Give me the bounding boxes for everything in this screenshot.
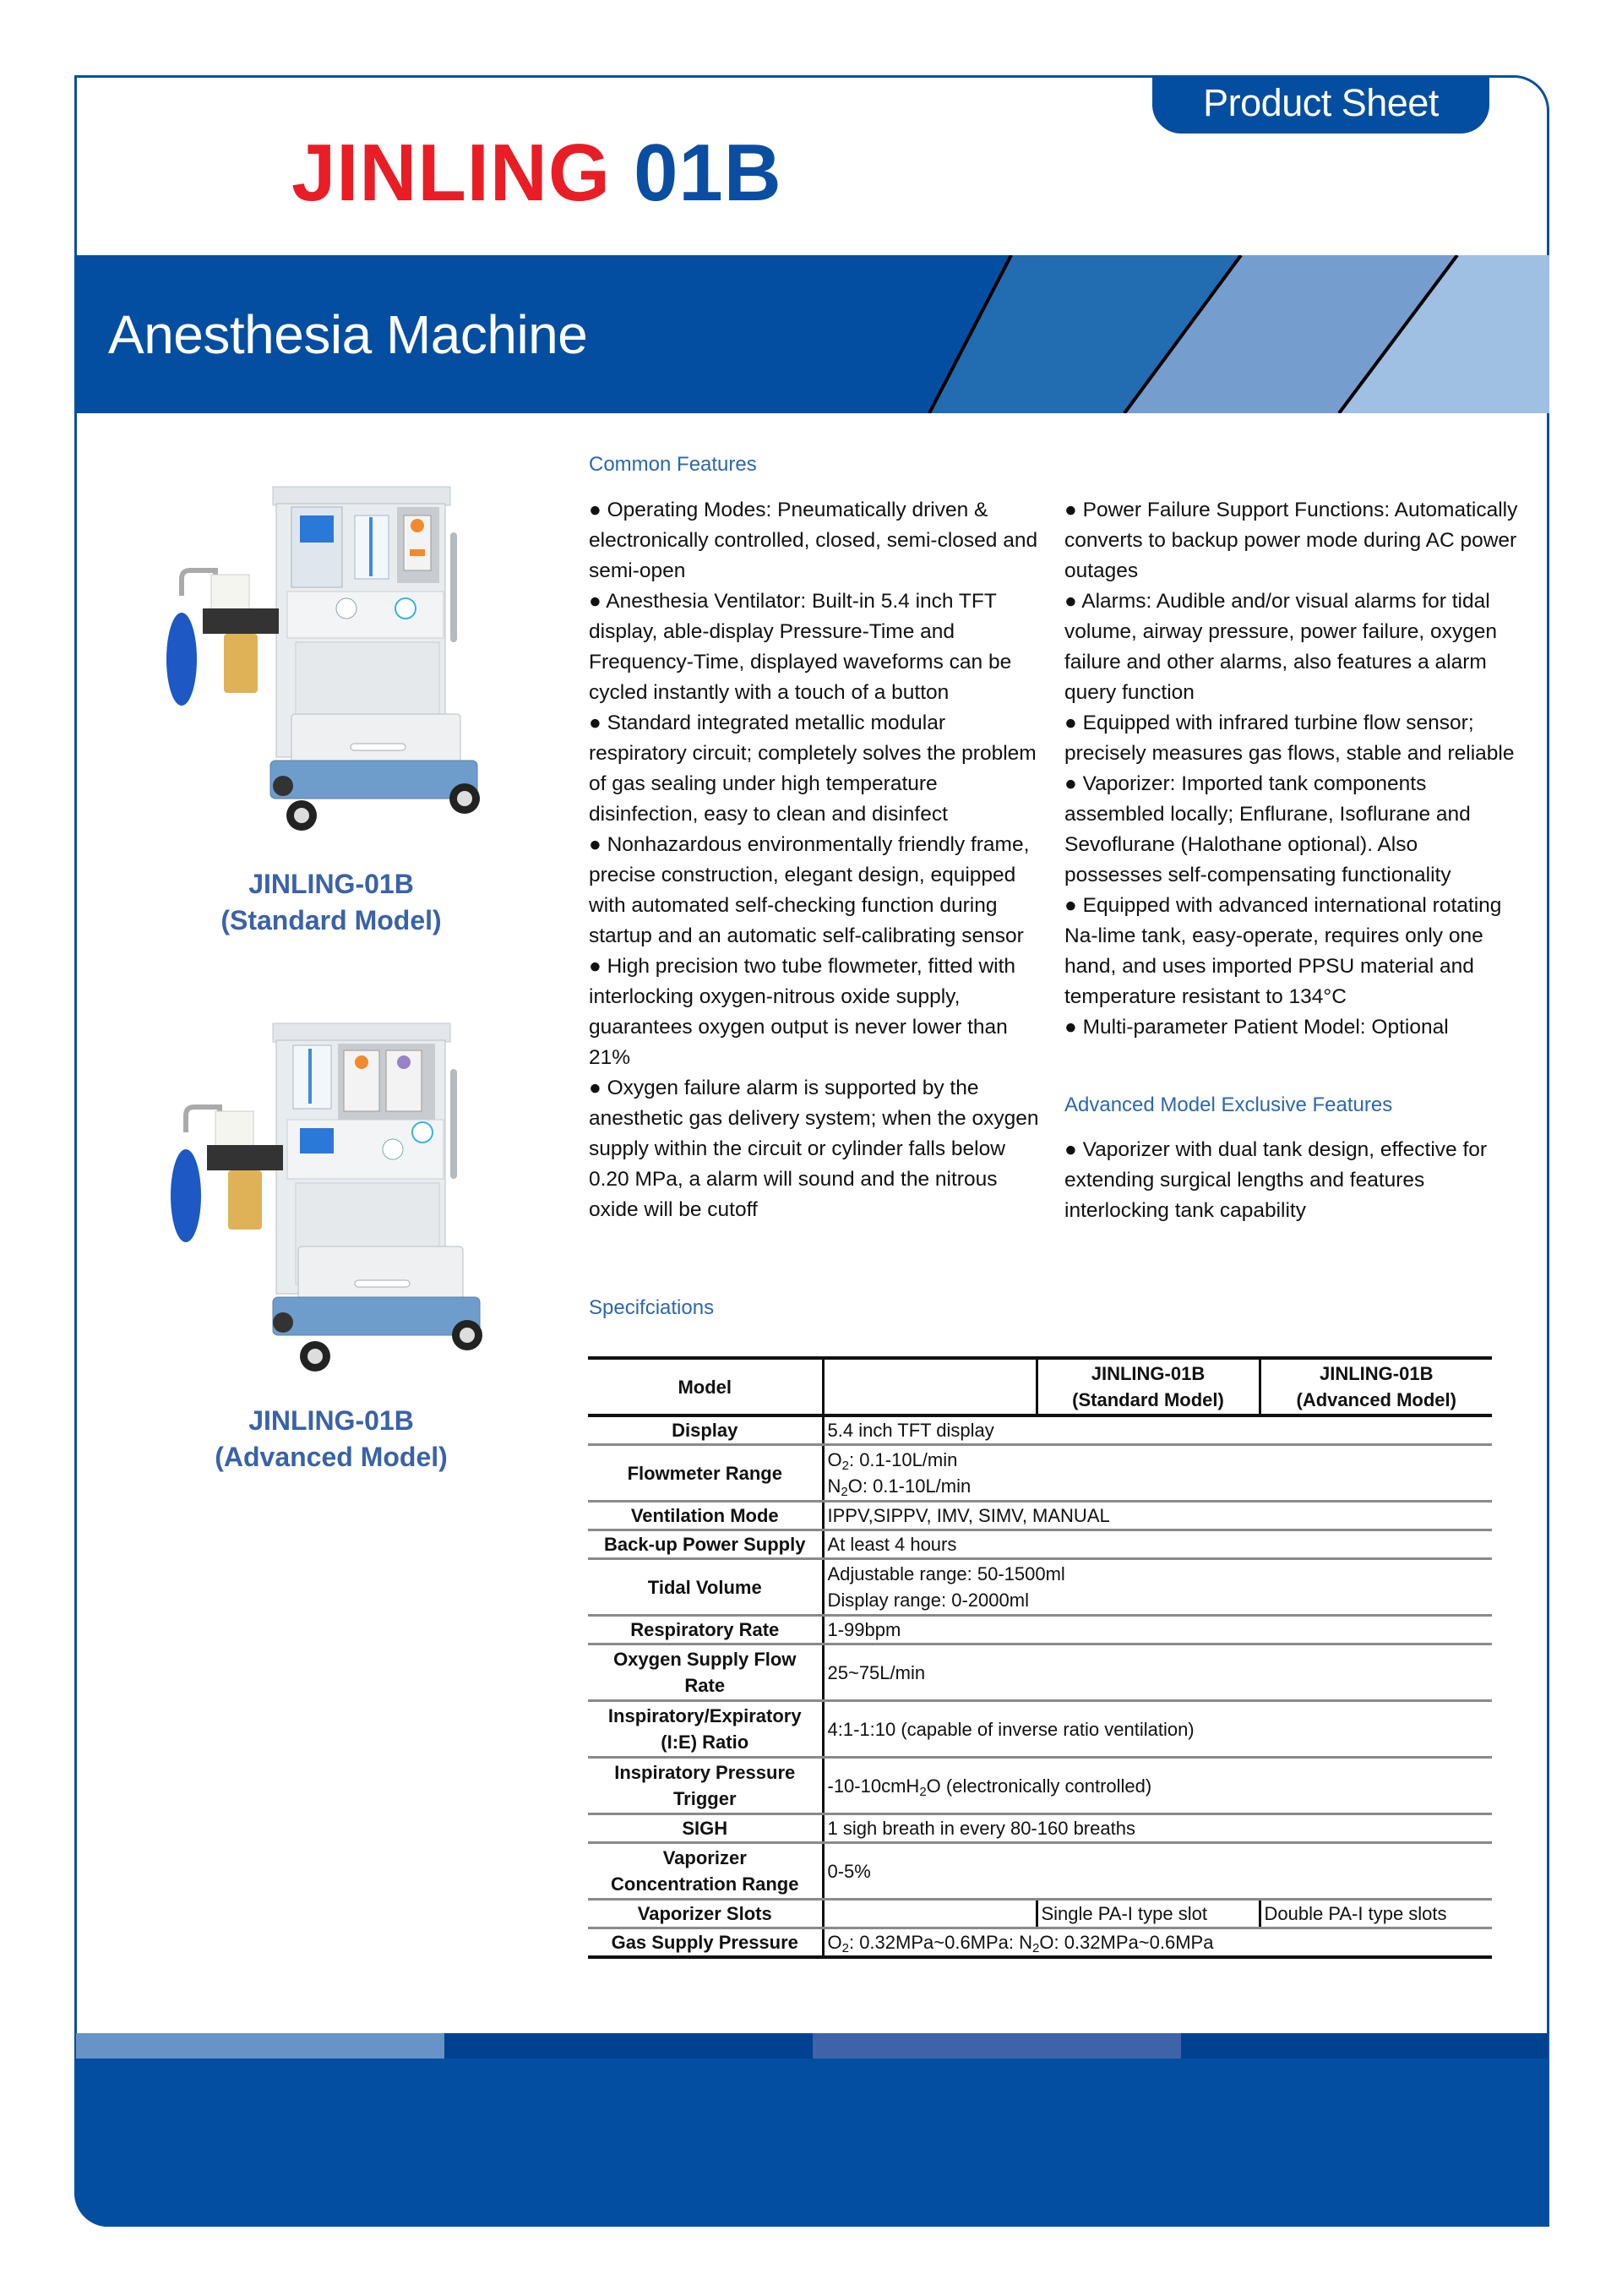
brand-model: 01B bbox=[634, 128, 782, 218]
header-band bbox=[74, 255, 1549, 413]
table-header-row bbox=[588, 1358, 1492, 1415]
specifications-table bbox=[588, 1356, 1492, 1959]
table-row: Inspiratory/Expiratory (I:E) Ratio 4:1-1:10 (capable of inverse ratio ventilation) bbox=[588, 1701, 1492, 1758]
header-blank-cell bbox=[823, 1358, 1037, 1415]
feature-item: ● Standard integrated metallic modular respiratory circuit; completely solves the problem of gas sealing under high temperature disinfection, easy to clean and disinfect bbox=[589, 712, 1037, 826]
table-row: Tidal Volume Adjustable range: 50-1500ml Display range: 0-2000ml bbox=[588, 1559, 1492, 1616]
table-row: Inspiratory Pressure Trigger -10-10cmH$_2$O (electronically controlled) bbox=[588, 1758, 1492, 1814]
feature-item: ● High precision two tube flowmeter, fitted with interlocking oxygen-nitrous oxide supply, guarantees oxygen output is never lower than 21% bbox=[589, 955, 1016, 1069]
header-advanced-model: JINLING-01B (Advanced Model) bbox=[1260, 1358, 1492, 1415]
feature-item: ● Anesthesia Ventilator: Built-in 5.4 inch TFT display, able-display Pressure-Time and Frequency-Time, displayed waveforms can be cycled instantly with a touch of a button bbox=[589, 590, 1012, 704]
feature-item: ● Multi-parameter Patient Model: Optional bbox=[1064, 1016, 1449, 1039]
features-right-column bbox=[1064, 495, 1521, 1043]
table-row: Display 5.4 inch TFT display bbox=[588, 1415, 1492, 1445]
feature-item: ● Vaporizer with dual tank design, effective for extending surgical lengths and features interlocking tank capability bbox=[1064, 1138, 1488, 1222]
header-model-label: Model bbox=[588, 1358, 823, 1415]
feature-item: ● Equipped with infrared turbine flow sensor; precisely measures gas flows, stable and reliable bbox=[1064, 712, 1515, 765]
brand-title bbox=[291, 127, 782, 220]
product-caption-standard bbox=[162, 866, 500, 939]
table-row: SIGH 1 sigh breath in every 80-160 breaths bbox=[588, 1814, 1492, 1843]
product-name: JINLING-01B bbox=[248, 869, 414, 899]
table-row: Gas Supply Pressure $O_2$: 0.32MPa~0.6MPa: $N_2O$: 0.32MPa~0.6MPa bbox=[588, 1928, 1492, 1958]
product-sheet-tab: Product Sheet bbox=[1152, 75, 1489, 134]
feature-item: ● Nonhazardous environmentally friendly frame, precise construction, elegant design, equipped with automated self-checking function during startup and an automatic self-calibrating sensor bbox=[589, 833, 1030, 947]
product-image-standard bbox=[148, 473, 520, 862]
brand-name: JINLING bbox=[291, 128, 611, 218]
table-row: Respiratory Rate 1-99bpm bbox=[588, 1616, 1492, 1644]
table-row: Flowmeter Range $O_2$: 0.1-10L/min $N_2O$: 0.1-10L/min bbox=[588, 1445, 1492, 1502]
table-row: Vaporizer Concentration Range 0-5% bbox=[588, 1843, 1492, 1900]
product-name: JINLING-01B bbox=[248, 1405, 414, 1436]
anesthesia-machine-icon bbox=[148, 473, 520, 862]
footer-band bbox=[74, 2059, 1549, 2227]
table-row: Oxygen Supply Flow Rate 25~75L/min bbox=[588, 1644, 1492, 1701]
page-title: Anesthesia Machine bbox=[108, 304, 588, 365]
header-standard-model: JINLING-01B (Standard Model) bbox=[1037, 1358, 1260, 1415]
feature-item: ● Power Failure Support Functions: Automatically converts to backup power mode during AC power outages bbox=[1064, 499, 1518, 582]
anesthesia-machine-icon bbox=[148, 1010, 520, 1399]
footer-stripe-3 bbox=[813, 2033, 1181, 2059]
feature-item: ● Vaporizer: Imported tank components assembled locally; Enflurane, Isoflurane and Sevoflurane (Halothane optional). Also possesses self-compensating functionality bbox=[1064, 772, 1471, 886]
features-left-column bbox=[589, 495, 1045, 1225]
footer-stripe-1 bbox=[76, 2033, 444, 2059]
product-model: (Advanced Model) bbox=[215, 1442, 448, 1472]
table-row: Ventilation Mode IPPV,SIPPV, IMV, SIMV, MANUAL bbox=[588, 1502, 1492, 1530]
feature-item: ● Oxygen failure alarm is supported by the anesthetic gas delivery system; when the oxygen supply within the circuit or cylinder falls below 0.20 MPa, a alarm will sound and the nitrous oxide will be cutoff bbox=[589, 1077, 1039, 1221]
product-model: (Standard Model) bbox=[220, 905, 442, 935]
table-row: Back-up Power Supply At least 4 hours bbox=[588, 1530, 1492, 1559]
advanced-features-heading: Advanced Model Exclusive Features bbox=[1064, 1093, 1393, 1116]
footer-stripe-2 bbox=[444, 2033, 813, 2059]
table-row: Vaporizer Slots Single PA-I type slot Double PA-I type slots bbox=[588, 1900, 1492, 1928]
feature-item: ● Equipped with advanced international rotating Na-lime tank, easy-operate, requires only one hand, and uses imported PPSU material and temperature resistant to 134°C bbox=[1064, 894, 1502, 1008]
product-image-advanced bbox=[148, 1010, 520, 1399]
product-caption-advanced bbox=[162, 1403, 500, 1475]
common-features-heading: Common Features bbox=[589, 453, 757, 476]
specifications-heading: Specifciations bbox=[589, 1296, 715, 1319]
feature-item: ● Operating Modes: Pneumatically driven & electronically controlled, closed, semi-closed and semi-open bbox=[589, 499, 1038, 582]
feature-item: ● Alarms: Audible and/or visual alarms for tidal volume, airway pressure, power failure, oxygen failure and other alarms, also features a alarm query function bbox=[1064, 590, 1498, 704]
advanced-features-list bbox=[1064, 1135, 1521, 1226]
footer-stripe-4 bbox=[1181, 2033, 1548, 2059]
